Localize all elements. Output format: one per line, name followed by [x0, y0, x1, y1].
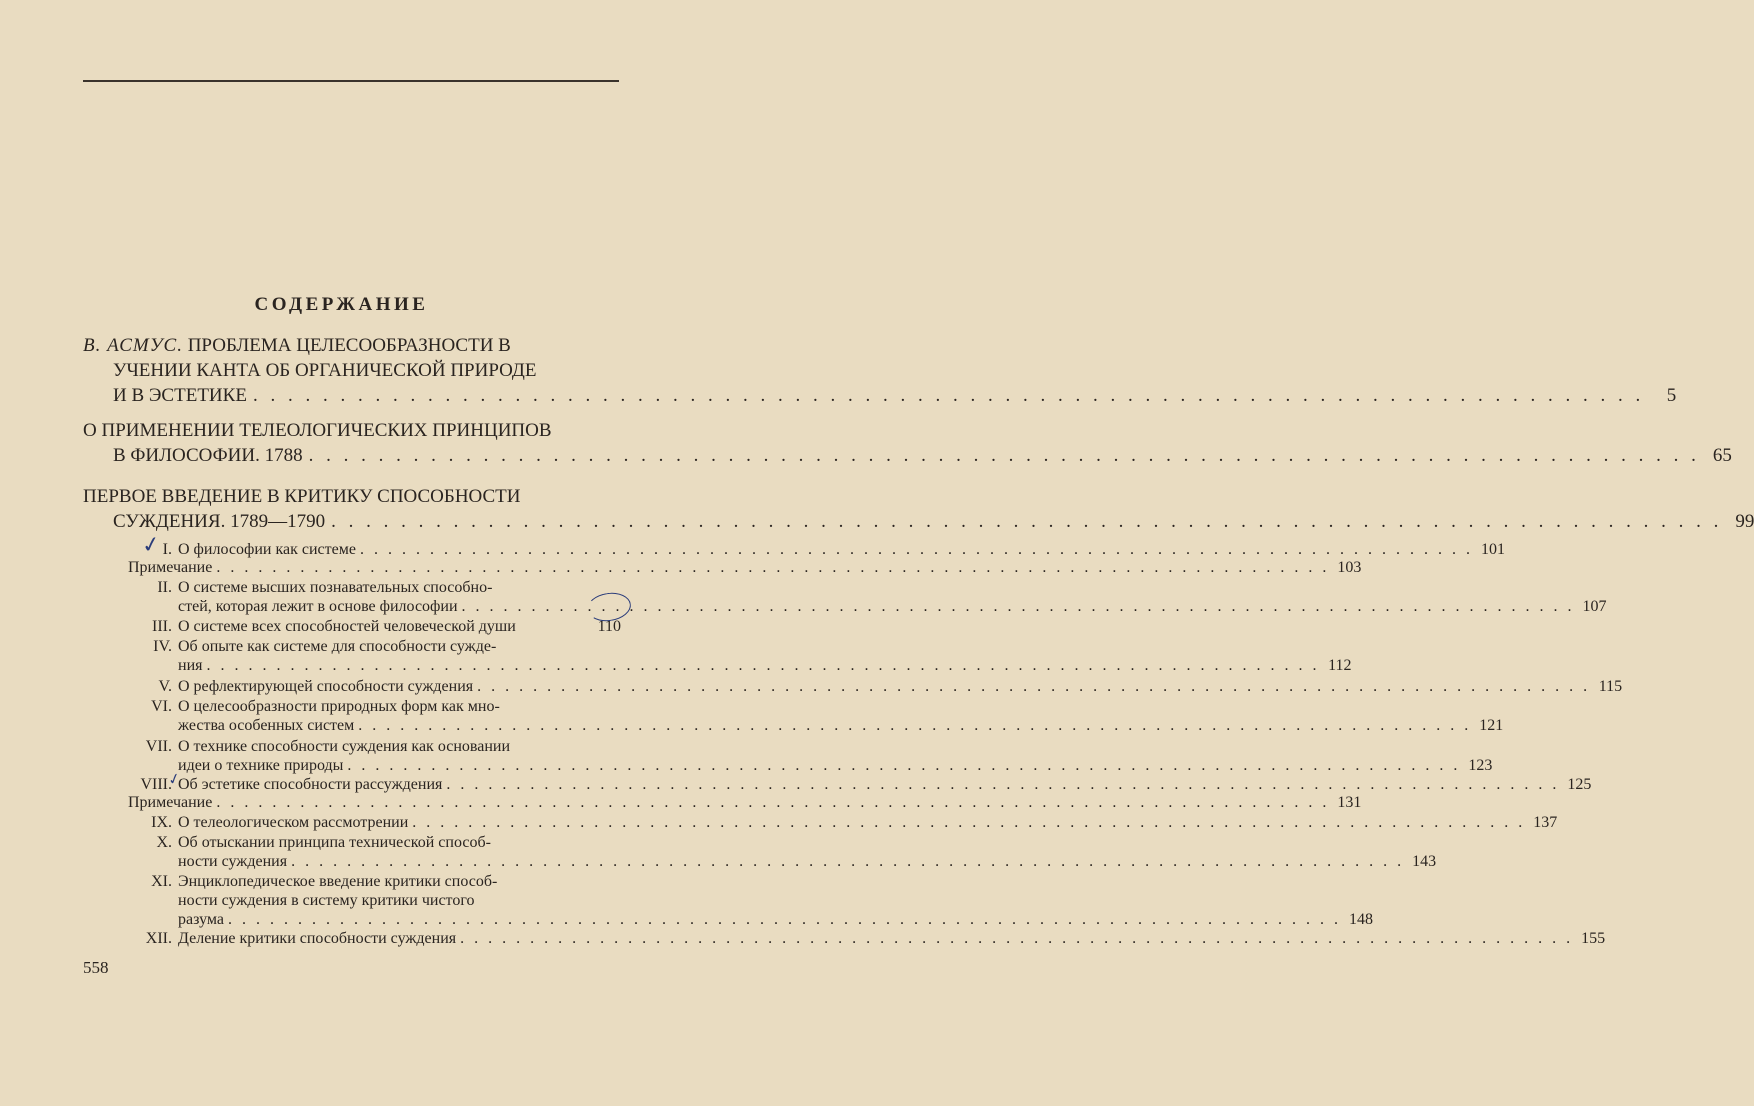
dot-leader: . . . . . . . . . . . . . . . . . . . . . . . . . . . . . . . . . . . . . . . . . . . . . . . . . . . . . . . . . . . . . . . . . . . . . . . . . . . . . . . .	[206, 657, 1320, 674]
page-title: СОДЕРЖАНИЕ	[254, 294, 429, 315]
section-body	[178, 540, 1505, 559]
toc-entry-text: УЧЕНИИ КАНТА ОБ ОРГАНИЧЕСКОЙ ПРИРОДЕ	[113, 360, 537, 381]
section-last-line	[178, 929, 1606, 948]
toc-section-row	[128, 637, 1352, 675]
header-rule	[83, 80, 619, 82]
toc-section-row	[128, 813, 1558, 832]
section-last-line	[178, 716, 1504, 735]
section-numeral: IV.	[153, 638, 172, 655]
section-body	[178, 833, 1437, 871]
toc-page-number: 110	[597, 618, 621, 635]
section-numeral: XII.	[145, 930, 172, 947]
section-title: Примечание	[128, 559, 213, 576]
section-body	[178, 813, 1558, 832]
toc-page-number: 115	[1598, 678, 1623, 695]
section-body	[178, 637, 1352, 675]
toc-page-number: 103	[1337, 559, 1362, 576]
section-last-line	[128, 793, 1362, 812]
toc-section-item[interactable]	[128, 558, 1362, 577]
section-numeral: IX.	[151, 814, 172, 831]
toc-section-item[interactable]	[128, 833, 1437, 871]
toc-entry-line	[113, 358, 621, 383]
dot-leader: . . . . . . . . . . . . . . . . . . . . . . . . . . . . . . . . . . . . . . . . . . . . . . . . . . . . . . . . . . . . . . . . . . . . . . . . . . . . . . . .	[412, 814, 1526, 831]
toc-page-number: 137	[1533, 814, 1558, 831]
toc-section-item[interactable]	[128, 697, 1504, 735]
toc-page-number: 99	[1735, 511, 1754, 532]
section-title: идеи о технике природы	[178, 757, 344, 774]
section-body	[178, 737, 1493, 775]
toc-section-row	[128, 929, 1606, 948]
toc-page-number: 107	[1582, 598, 1607, 615]
dot-leader: . . . . . . . . . . . . . . . . . . . . . . . . . . . . . . . . . . . . . . . . . . . . . . . . . . . . . . . . . . . . . . . . . . . . . . . . . . . . . . . .	[252, 385, 1645, 406]
section-title: разума	[178, 911, 224, 928]
dot-leader: . . . . . . . . . . . . . . . . . . . . . . . . . . . . . . . . . . . . . . . . . . . . . . . . . . . . . . . . . . . . . . . . . . . . . . . . . . . . . . . .	[477, 678, 1591, 695]
toc-section-item[interactable]	[128, 737, 1493, 775]
dot-leader: . . . . . . . . . . . . . . . . . . . . . . . . . . . . . . . . . . . . . . . . . . . . . . . . . . . . . . . . . . . . . . . . . . . . . . . . . . . . . . . .	[331, 511, 1723, 532]
toc-section-item[interactable]	[128, 540, 1505, 559]
toc-page-number: 5	[1666, 385, 1677, 406]
toc-entry-text: И В ЭСТЕТИКЕ	[113, 385, 247, 406]
dot-leader: . . . . . . . . . . . . . . . . . . . . . . . . . . . . . . . . . . . . . . . . . . . . . . . . . . . . . . . . . . . . . . . . . . . . . . . . . . . . . . . .	[347, 757, 1461, 774]
section-last-line	[178, 540, 1505, 559]
section-body	[178, 697, 1504, 735]
toc-entry[interactable]	[83, 333, 1677, 408]
section-last-line	[178, 677, 1623, 696]
section-numeral: VI.	[151, 698, 172, 715]
section-title: ности суждения	[178, 853, 288, 870]
toc-section-item[interactable]	[128, 929, 1606, 948]
toc-section-item[interactable]	[128, 677, 1623, 696]
toc-section-item[interactable]	[128, 872, 1373, 929]
section-title: Примечание	[128, 794, 213, 811]
section-body	[178, 775, 1592, 794]
section-body	[128, 558, 1362, 577]
toc-page-number: 101	[1480, 541, 1505, 558]
toc-page-number: 148	[1349, 911, 1373, 928]
toc-section-row	[128, 793, 1362, 812]
section-title: Об эстетике способности рассуждения	[178, 776, 443, 793]
section-text-line: Об отыскании принципа технической способ-	[178, 834, 491, 851]
section-last-line	[178, 852, 1437, 871]
toc-entry-line	[83, 484, 621, 509]
toc-section-item[interactable]	[128, 578, 1607, 616]
page-number: 558	[83, 958, 109, 977]
toc-section-item[interactable]	[128, 793, 1362, 812]
section-body	[178, 677, 1623, 696]
toc-page-number: 131	[1337, 794, 1362, 811]
toc-section-item[interactable]	[128, 775, 1592, 794]
toc-entry[interactable]	[83, 484, 1754, 534]
section-body	[178, 617, 621, 636]
toc-entry-last-line	[113, 383, 1677, 408]
section-text-line: О технике способности суждения как основании	[178, 738, 511, 755]
toc-section-item[interactable]	[128, 637, 1352, 675]
section-text-line: О системе высших познавательных способно-	[178, 579, 493, 596]
dot-leader: . . . . . . . . . . . . . . . . . . . . . . . . . . . . . . . . . . . . . . . . . . . . . . . . . . . . . . . . . . . . . . . . . . . . . . . . . . . . . . . .	[216, 794, 1330, 811]
section-body	[128, 793, 1362, 812]
section-title: О телеологическом рассмотрении	[178, 814, 409, 831]
toc-section-row	[128, 697, 1504, 735]
section-numeral: III.	[152, 618, 172, 635]
dot-leader: . . . . . . . . . . . . . . . . . . . . . . . . . . . . . . . . . . . . . . . . . . . . . . . . . . . . . . . . . . . . . . . . . . . . . . . . . . . . . . . .	[461, 598, 1575, 615]
toc-section-row	[128, 540, 1505, 559]
toc-entry-last-line	[113, 509, 1754, 534]
toc-entry-text: СУЖДЕНИЯ. 1789—1790	[113, 511, 326, 532]
section-numeral: XI.	[151, 873, 172, 890]
dot-leader: . . . . . . . . . . . . . . . . . . . . . . . . . . . . . . . . . . . . . . . . . . . . . . . . . . . . . . . . . . . . . . . . . . . . . . . . . . . . . . . .	[358, 717, 1472, 734]
section-body	[178, 872, 1373, 929]
toc-section-row	[128, 872, 1373, 929]
section-text-line: Энциклопедическое введение критики способ-	[178, 873, 498, 890]
toc-page-number: 112	[1328, 657, 1352, 674]
toc-page-number: 125	[1567, 776, 1592, 793]
section-numeral: II.	[157, 579, 172, 596]
dot-leader: . . . . . . . . . . . . . . . . . . . . . . . . . . . . . . . . . . . . . . . . . . . . . . . . . . . . . . . . . . . . . . . . . . . . . . . . . . . . . . . .	[308, 445, 1700, 466]
section-title: О системе всех способностей человеческой души	[178, 618, 516, 635]
section-title: стей, которая лежит в основе философии	[178, 598, 458, 615]
section-text-line: Об опыте как системе для способности сужде-	[178, 638, 497, 655]
toc-entry-text: О ПРИМЕНЕНИИ ТЕЛЕОЛОГИЧЕСКИХ ПРИНЦИПОВ	[83, 420, 552, 441]
pencil-checkmark-icon: ✓	[139, 531, 163, 560]
section-last-line	[178, 775, 1592, 794]
toc-section-row	[128, 578, 1607, 616]
toc-section-row	[128, 775, 1592, 794]
section-title: жества особенных систем	[178, 717, 355, 734]
dot-leader: . . . . . . . . . . . . . . . . . . . . . . . . . . . . . . . . . . . . . . . . . . . . . . . . . . . . . . . . . . . . . . . . . . . . . . . . . . . . . . . .	[446, 776, 1560, 793]
toc-section-item[interactable]	[128, 813, 1558, 832]
toc-section-row	[128, 677, 1623, 696]
section-last-line	[178, 597, 1607, 616]
dot-leader: . . . . . . . . . . . . . . . . . . . . . . . . . . . . . . . . . . . . . . . . . . . . . . . . . . . . . . . . . . . . . . . . . . . . . . . . . . . . . . . .	[460, 930, 1574, 947]
toc-entry[interactable]	[83, 418, 1732, 468]
section-numeral: VIII.	[140, 776, 172, 793]
toc-section-item[interactable]	[128, 617, 621, 636]
section-last-line	[128, 558, 1362, 577]
section-last-line	[178, 656, 1352, 675]
dot-leader: . . . . . . . . . . . . . . . . . . . . . . . . . . . . . . . . . . . . . . . . . . . . . . . . . . . . . . . . . . . . . . . . . . . . . . . . . . . . . . . .	[359, 541, 1473, 558]
toc-entry-line	[83, 333, 621, 358]
section-text-line: ности суждения в систему критики чистого	[178, 892, 475, 909]
toc-section-row	[128, 833, 1437, 871]
section-last-line	[178, 910, 1373, 929]
toc-page-number: 121	[1479, 717, 1504, 734]
section-text-line: О целесообразности природных форм как мно-	[178, 698, 500, 715]
toc-entry-text: В ФИЛОСОФИИ. 1788	[113, 445, 303, 466]
section-numeral: X.	[156, 834, 172, 851]
section-numeral: VII.	[145, 738, 172, 755]
toc-page-number: 155	[1581, 930, 1606, 947]
section-numeral: I.	[162, 541, 172, 558]
section-last-line	[178, 813, 1558, 832]
toc-page-number: 123	[1468, 757, 1493, 774]
toc-section-row	[128, 617, 621, 636]
pencil-checkmark-icon: ✓	[165, 768, 183, 790]
toc-entry-line	[83, 418, 621, 443]
section-title: О рефлектирующей способности суждения	[178, 678, 474, 695]
toc-section-row	[128, 558, 1362, 577]
section-body	[178, 929, 1606, 948]
dot-leader: . . . . . . . . . . . . . . . . . . . . . . . . . . . . . . . . . . . . . . . . . . . . . . . . . . . . . . . . . . . . . . . . . . . . . . . . . . . . . . . .	[228, 911, 1341, 928]
section-last-line	[178, 617, 621, 636]
author-name: В. АСМУС.	[83, 335, 183, 356]
section-title: Деление критики способности суждения	[178, 930, 457, 947]
toc-entry-text: ПЕРВОЕ ВВЕДЕНИЕ В КРИТИКУ СПОСОБНОСТИ	[83, 486, 521, 507]
section-body	[178, 578, 1607, 616]
section-title: ния	[178, 657, 203, 674]
toc-page-number: 143	[1412, 853, 1437, 870]
dot-leader: . . . . . . . . . . . . . . . . . . . . . . . . . . . . . . . . . . . . . . . . . . . . . . . . . . . . . . . . . . . . . . . . . . . . . . . . . . . . . . . .	[216, 559, 1330, 576]
toc-entry-last-line	[113, 443, 1732, 468]
section-title: О философии как системе	[178, 541, 356, 558]
section-numeral: V.	[158, 678, 172, 695]
toc-page-number: 65	[1712, 445, 1732, 466]
toc-section-row	[128, 737, 1493, 775]
dot-leader: . . . . . . . . . . . . . . . . . . . . . . . . . . . . . . . . . . . . . . . . . . . . . . . . . . . . . . . . . . . . . . . . . . . . . . . . . . . . . . . .	[291, 853, 1405, 870]
section-last-line	[178, 756, 1493, 775]
toc-entry-text: ПРОБЛЕМА ЦЕЛЕСООБРАЗНОСТИ В	[187, 335, 511, 356]
